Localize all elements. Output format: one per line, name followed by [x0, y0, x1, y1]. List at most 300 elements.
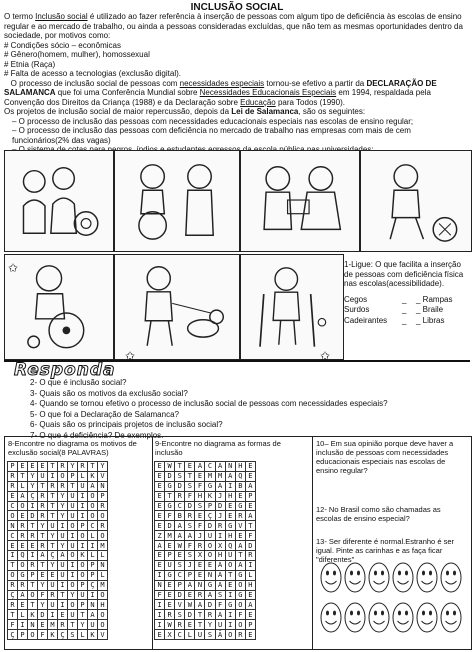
grid-letter[interactable]: D: [185, 610, 195, 620]
grid-letter[interactable]: M: [165, 531, 175, 541]
grid-letter[interactable]: R: [58, 620, 68, 630]
grid-letter[interactable]: F: [8, 620, 18, 630]
grid-letter[interactable]: U: [58, 570, 68, 580]
grid-letter[interactable]: P: [245, 620, 255, 630]
grid-letter[interactable]: Y: [28, 471, 38, 481]
answer-space[interactable]: [316, 479, 467, 501]
grid-letter[interactable]: I: [28, 501, 38, 511]
grid-letter[interactable]: R: [8, 471, 18, 481]
grid-letter[interactable]: A: [215, 610, 225, 620]
grid-letter[interactable]: O: [98, 590, 108, 600]
grid-letter[interactable]: P: [78, 580, 88, 590]
grid-letter[interactable]: E: [175, 551, 185, 561]
grid-letter[interactable]: H: [245, 580, 255, 590]
grid-letter[interactable]: L: [245, 570, 255, 580]
grid-letter[interactable]: Ç: [8, 590, 18, 600]
grid-letter[interactable]: R: [28, 531, 38, 541]
grid-letter[interactable]: S: [175, 471, 185, 481]
grid-letter[interactable]: E: [155, 481, 165, 491]
grid-letter[interactable]: I: [78, 491, 88, 501]
grid-letter[interactable]: A: [175, 531, 185, 541]
grid-letter[interactable]: L: [98, 570, 108, 580]
grid-letter[interactable]: U: [48, 580, 58, 590]
grid-letter[interactable]: U: [78, 481, 88, 491]
smiley-face-icon[interactable]: [440, 602, 462, 633]
grid-letter[interactable]: D: [175, 590, 185, 600]
grid-letter[interactable]: E: [155, 462, 165, 472]
grid-letter[interactable]: R: [205, 610, 215, 620]
grid-letter[interactable]: M: [215, 471, 225, 481]
grid-letter[interactable]: Ç: [48, 551, 58, 561]
grid-letter[interactable]: A: [225, 471, 235, 481]
grid-letter[interactable]: T: [28, 580, 38, 590]
grid-letter[interactable]: R: [38, 491, 48, 501]
smiley-face-icon[interactable]: [368, 562, 390, 593]
grid-letter[interactable]: A: [18, 491, 28, 501]
grid-letter[interactable]: G: [165, 501, 175, 511]
grid-letter[interactable]: R: [185, 511, 195, 521]
grid-letter[interactable]: U: [205, 531, 215, 541]
match-right[interactable]: _ Braile: [416, 305, 444, 314]
grid-letter[interactable]: R: [8, 580, 18, 590]
grid-letter[interactable]: I: [245, 560, 255, 570]
grid-letter[interactable]: I: [18, 620, 28, 630]
grid-letter[interactable]: E: [165, 541, 175, 551]
grid-letter[interactable]: P: [205, 501, 215, 511]
grid-letter[interactable]: E: [205, 560, 215, 570]
grid-letter[interactable]: G: [235, 590, 245, 600]
grid-letter[interactable]: A: [205, 590, 215, 600]
grid-letter[interactable]: I: [48, 610, 58, 620]
grid-letter[interactable]: N: [205, 570, 215, 580]
word-search-grid-9[interactable]: [154, 461, 256, 640]
grid-letter[interactable]: R: [98, 501, 108, 511]
grid-letter[interactable]: J: [185, 560, 195, 570]
grid-letter[interactable]: O: [68, 600, 78, 610]
grid-letter[interactable]: E: [155, 551, 165, 561]
grid-letter[interactable]: P: [165, 551, 175, 561]
grid-letter[interactable]: P: [185, 570, 195, 580]
grid-letter[interactable]: R: [38, 511, 48, 521]
grid-letter[interactable]: F: [215, 600, 225, 610]
grid-letter[interactable]: E: [165, 600, 175, 610]
grid-letter[interactable]: B: [175, 511, 185, 521]
grid-letter[interactable]: K: [88, 630, 98, 640]
grid-letter[interactable]: D: [205, 521, 215, 531]
grid-letter[interactable]: P: [18, 630, 28, 640]
grid-letter[interactable]: S: [175, 610, 185, 620]
grid-letter[interactable]: L: [18, 610, 28, 620]
grid-letter[interactable]: R: [18, 521, 28, 531]
grid-letter[interactable]: E: [38, 620, 48, 630]
smiley-face-icon[interactable]: [368, 602, 390, 633]
grid-letter[interactable]: E: [245, 610, 255, 620]
grid-letter[interactable]: T: [48, 501, 58, 511]
grid-letter[interactable]: U: [68, 501, 78, 511]
grid-letter[interactable]: O: [8, 570, 18, 580]
grid-letter[interactable]: R: [8, 600, 18, 610]
grid-letter[interactable]: B: [235, 481, 245, 491]
grid-letter[interactable]: A: [88, 481, 98, 491]
grid-letter[interactable]: R: [18, 531, 28, 541]
grid-letter[interactable]: N: [195, 580, 205, 590]
grid-letter[interactable]: Ç: [205, 511, 215, 521]
grid-letter[interactable]: I: [78, 541, 88, 551]
grid-letter[interactable]: E: [235, 531, 245, 541]
grid-letter[interactable]: U: [78, 590, 88, 600]
grid-letter[interactable]: K: [28, 610, 38, 620]
grid-letter[interactable]: F: [38, 630, 48, 640]
grid-letter[interactable]: H: [98, 600, 108, 610]
grid-letter[interactable]: T: [28, 521, 38, 531]
grid-letter[interactable]: S: [68, 630, 78, 640]
grid-letter[interactable]: X: [215, 541, 225, 551]
grid-letter[interactable]: Q: [18, 551, 28, 561]
grid-letter[interactable]: L: [18, 481, 28, 491]
grid-letter[interactable]: H: [215, 551, 225, 561]
grid-letter[interactable]: F: [195, 481, 205, 491]
grid-letter[interactable]: L: [185, 630, 195, 640]
grid-letter[interactable]: D: [165, 471, 175, 481]
grid-letter[interactable]: E: [155, 560, 165, 570]
grid-letter[interactable]: D: [28, 511, 38, 521]
grid-letter[interactable]: D: [165, 521, 175, 531]
grid-letter[interactable]: E: [165, 590, 175, 600]
grid-letter[interactable]: Y: [78, 620, 88, 630]
grid-letter[interactable]: T: [38, 531, 48, 541]
grid-letter[interactable]: N: [155, 580, 165, 590]
grid-letter[interactable]: T: [175, 462, 185, 472]
grid-letter[interactable]: W: [165, 462, 175, 472]
grid-letter[interactable]: I: [155, 570, 165, 580]
grid-letter[interactable]: N: [8, 521, 18, 531]
grid-letter[interactable]: O: [88, 511, 98, 521]
grid-letter[interactable]: O: [98, 610, 108, 620]
grid-letter[interactable]: T: [195, 620, 205, 630]
grid-letter[interactable]: C: [175, 570, 185, 580]
grid-letter[interactable]: I: [225, 610, 235, 620]
grid-letter[interactable]: S: [175, 560, 185, 570]
grid-letter[interactable]: O: [225, 630, 235, 640]
grid-letter[interactable]: E: [38, 570, 48, 580]
grid-letter[interactable]: A: [88, 610, 98, 620]
grid-letter[interactable]: A: [235, 560, 245, 570]
grid-letter[interactable]: T: [48, 462, 58, 472]
grid-letter[interactable]: T: [38, 481, 48, 491]
grid-letter[interactable]: A: [195, 600, 205, 610]
grid-letter[interactable]: E: [48, 570, 58, 580]
grid-letter[interactable]: E: [245, 630, 255, 640]
grid-letter[interactable]: E: [235, 491, 245, 501]
grid-letter[interactable]: W: [165, 620, 175, 630]
grid-letter[interactable]: D: [38, 610, 48, 620]
grid-letter[interactable]: I: [155, 610, 165, 620]
smiley-face-icon[interactable]: [392, 602, 414, 633]
grid-letter[interactable]: E: [165, 580, 175, 590]
grid-letter[interactable]: I: [58, 580, 68, 590]
grid-letter[interactable]: P: [88, 560, 98, 570]
grid-letter[interactable]: F: [235, 610, 245, 620]
grid-letter[interactable]: A: [215, 570, 225, 580]
grid-letter[interactable]: O: [225, 560, 235, 570]
grid-letter[interactable]: E: [155, 511, 165, 521]
smiley-face-icon[interactable]: [320, 602, 342, 633]
grid-letter[interactable]: D: [185, 501, 195, 511]
grid-letter[interactable]: I: [58, 521, 68, 531]
grid-letter[interactable]: O: [98, 620, 108, 630]
grid-letter[interactable]: R: [38, 501, 48, 511]
grid-letter[interactable]: H: [195, 491, 205, 501]
grid-letter[interactable]: A: [185, 580, 195, 590]
grid-letter[interactable]: I: [225, 590, 235, 600]
grid-letter[interactable]: Y: [28, 481, 38, 491]
grid-letter[interactable]: F: [38, 590, 48, 600]
grid-letter[interactable]: R: [18, 580, 28, 590]
grid-letter[interactable]: Y: [38, 521, 48, 531]
grid-letter[interactable]: U: [165, 560, 175, 570]
grid-letter[interactable]: R: [8, 481, 18, 491]
smiley-face-icon[interactable]: [320, 562, 342, 593]
grid-letter[interactable]: I: [78, 511, 88, 521]
grid-letter[interactable]: R: [215, 521, 225, 531]
grid-letter[interactable]: A: [215, 462, 225, 472]
grid-letter[interactable]: I: [225, 620, 235, 630]
grid-letter[interactable]: G: [225, 521, 235, 531]
grid-letter[interactable]: E: [18, 600, 28, 610]
grid-letter[interactable]: Y: [68, 590, 78, 600]
grid-letter[interactable]: R: [175, 491, 185, 501]
grid-letter[interactable]: N: [28, 620, 38, 630]
grid-letter[interactable]: M: [98, 580, 108, 590]
grid-letter[interactable]: I: [58, 600, 68, 610]
grid-letter[interactable]: O: [205, 551, 215, 561]
grid-letter[interactable]: Y: [48, 531, 58, 541]
grid-letter[interactable]: O: [98, 531, 108, 541]
grid-letter[interactable]: T: [68, 620, 78, 630]
grid-letter[interactable]: S: [185, 551, 195, 561]
grid-letter[interactable]: C: [175, 501, 185, 511]
grid-letter[interactable]: O: [68, 580, 78, 590]
grid-letter[interactable]: D: [205, 600, 215, 610]
grid-letter[interactable]: C: [205, 462, 215, 472]
grid-letter[interactable]: S: [185, 521, 195, 531]
grid-letter[interactable]: A: [245, 511, 255, 521]
grid-letter[interactable]: G: [165, 570, 175, 580]
grid-letter[interactable]: E: [38, 462, 48, 472]
grid-letter[interactable]: Y: [38, 600, 48, 610]
grid-letter[interactable]: A: [175, 521, 185, 531]
grid-letter[interactable]: F: [185, 491, 195, 501]
grid-letter[interactable]: Y: [98, 462, 108, 472]
grid-letter[interactable]: P: [175, 580, 185, 590]
grid-letter[interactable]: E: [155, 471, 165, 481]
grid-letter[interactable]: O: [28, 630, 38, 640]
grid-letter[interactable]: F: [165, 511, 175, 521]
grid-letter[interactable]: I: [28, 551, 38, 561]
grid-letter[interactable]: I: [88, 590, 98, 600]
grid-letter[interactable]: L: [78, 630, 88, 640]
grid-letter[interactable]: V: [175, 600, 185, 610]
grid-letter[interactable]: E: [58, 610, 68, 620]
grid-letter[interactable]: P: [78, 600, 88, 610]
grid-letter[interactable]: I: [68, 531, 78, 541]
grid-letter[interactable]: O: [78, 570, 88, 580]
grid-letter[interactable]: O: [88, 491, 98, 501]
grid-letter[interactable]: E: [18, 511, 28, 521]
grid-letter[interactable]: E: [155, 491, 165, 501]
grid-letter[interactable]: Y: [68, 462, 78, 472]
grid-letter[interactable]: E: [225, 511, 235, 521]
grid-letter[interactable]: C: [88, 521, 98, 531]
grid-letter[interactable]: R: [195, 590, 205, 600]
grid-letter[interactable]: I: [68, 570, 78, 580]
grid-letter[interactable]: G: [165, 481, 175, 491]
grid-letter[interactable]: T: [18, 471, 28, 481]
grid-letter[interactable]: E: [28, 462, 38, 472]
answer-space[interactable]: [316, 527, 467, 533]
grid-letter[interactable]: R: [58, 462, 68, 472]
grid-letter[interactable]: R: [235, 511, 245, 521]
grid-letter[interactable]: O: [235, 580, 245, 590]
grid-letter[interactable]: A: [235, 541, 245, 551]
grid-letter[interactable]: U: [88, 620, 98, 630]
grid-letter[interactable]: O: [78, 560, 88, 570]
grid-letter[interactable]: E: [195, 560, 205, 570]
grid-letter[interactable]: T: [195, 610, 205, 620]
grid-letter[interactable]: W: [185, 600, 195, 610]
grid-letter[interactable]: F: [245, 531, 255, 541]
grid-letter[interactable]: V: [98, 630, 108, 640]
grid-letter[interactable]: A: [245, 600, 255, 610]
grid-letter[interactable]: T: [48, 511, 58, 521]
smiley-face-icon[interactable]: [416, 602, 438, 633]
smiley-face-icon[interactable]: [416, 562, 438, 593]
grid-letter[interactable]: Y: [58, 541, 68, 551]
grid-letter[interactable]: Y: [48, 560, 58, 570]
grid-letter[interactable]: P: [28, 570, 38, 580]
grid-letter[interactable]: O: [8, 511, 18, 521]
grid-letter[interactable]: Ã: [18, 590, 28, 600]
grid-letter[interactable]: L: [88, 531, 98, 541]
grid-letter[interactable]: I: [155, 600, 165, 610]
grid-letter[interactable]: R: [28, 560, 38, 570]
grid-letter[interactable]: T: [88, 462, 98, 472]
grid-letter[interactable]: E: [18, 541, 28, 551]
grid-letter[interactable]: U: [68, 511, 78, 521]
grid-letter[interactable]: I: [88, 541, 98, 551]
grid-letter[interactable]: R: [175, 620, 185, 630]
grid-letter[interactable]: T: [8, 560, 18, 570]
grid-letter[interactable]: R: [48, 590, 58, 600]
grid-letter[interactable]: T: [28, 600, 38, 610]
grid-letter[interactable]: A: [185, 531, 195, 541]
grid-letter[interactable]: K: [205, 491, 215, 501]
grid-letter[interactable]: E: [245, 501, 255, 511]
grid-letter[interactable]: I: [8, 551, 18, 561]
grid-letter[interactable]: N: [88, 600, 98, 610]
smiley-face-icon[interactable]: [344, 562, 366, 593]
grid-letter[interactable]: E: [245, 471, 255, 481]
grid-letter[interactable]: H: [235, 462, 245, 472]
grid-letter[interactable]: O: [88, 501, 98, 511]
grid-letter[interactable]: D: [175, 481, 185, 491]
grid-letter[interactable]: F: [185, 541, 195, 551]
grid-letter[interactable]: E: [225, 580, 235, 590]
grid-letter[interactable]: K: [88, 471, 98, 481]
grid-letter[interactable]: O: [205, 541, 215, 551]
grid-letter[interactable]: S: [185, 481, 195, 491]
nee-link[interactable]: Necessidades Educacionais Especiais: [199, 88, 337, 97]
grid-letter[interactable]: T: [235, 551, 245, 561]
grid-letter[interactable]: J: [195, 531, 205, 541]
grid-letter[interactable]: T: [225, 570, 235, 580]
grid-letter[interactable]: Y: [38, 580, 48, 590]
inclusao-social-link[interactable]: Inclusão social: [35, 12, 88, 21]
grid-letter[interactable]: R: [235, 630, 245, 640]
grid-letter[interactable]: U: [48, 600, 58, 610]
grid-letter[interactable]: W: [175, 541, 185, 551]
grid-letter[interactable]: U: [58, 560, 68, 570]
grid-letter[interactable]: A: [195, 462, 205, 472]
grid-letter[interactable]: P: [98, 491, 108, 501]
grid-letter[interactable]: D: [245, 541, 255, 551]
grid-letter[interactable]: G: [205, 481, 215, 491]
grid-letter[interactable]: T: [68, 481, 78, 491]
grid-letter[interactable]: T: [38, 560, 48, 570]
grid-letter[interactable]: T: [165, 491, 175, 501]
grid-letter[interactable]: V: [235, 521, 245, 531]
grid-letter[interactable]: R: [165, 610, 175, 620]
grid-letter[interactable]: P: [8, 462, 18, 472]
grid-letter[interactable]: L: [98, 551, 108, 561]
grid-letter[interactable]: O: [78, 531, 88, 541]
grid-letter[interactable]: R: [78, 462, 88, 472]
grid-letter[interactable]: X: [165, 630, 175, 640]
grid-letter[interactable]: N: [98, 481, 108, 491]
grid-letter[interactable]: R: [58, 481, 68, 491]
grid-letter[interactable]: T: [245, 521, 255, 531]
grid-letter[interactable]: O: [235, 620, 245, 630]
grid-letter[interactable]: T: [8, 610, 18, 620]
grid-letter[interactable]: E: [185, 462, 195, 472]
grid-letter[interactable]: C: [8, 501, 18, 511]
grid-letter[interactable]: U: [58, 531, 68, 541]
grid-letter[interactable]: I: [78, 501, 88, 511]
grid-letter[interactable]: O: [235, 600, 245, 610]
grid-letter[interactable]: O: [98, 511, 108, 521]
grid-letter[interactable]: A: [38, 551, 48, 561]
grid-letter[interactable]: Ç: [88, 580, 98, 590]
word-search-grid-8[interactable]: [7, 461, 108, 640]
grid-letter[interactable]: T: [48, 541, 58, 551]
smiley-face-icon[interactable]: [344, 602, 366, 633]
grid-letter[interactable]: E: [8, 541, 18, 551]
grid-letter[interactable]: R: [195, 541, 205, 551]
grid-letter[interactable]: C: [8, 531, 18, 541]
grid-letter[interactable]: I: [155, 620, 165, 630]
grid-letter[interactable]: E: [245, 590, 255, 600]
grid-letter[interactable]: A: [215, 560, 225, 570]
grid-letter[interactable]: J: [215, 511, 225, 521]
grid-letter[interactable]: A: [155, 541, 165, 551]
smiley-face-icon[interactable]: [440, 562, 462, 593]
grid-letter[interactable]: Y: [58, 491, 68, 501]
grid-letter[interactable]: P: [88, 570, 98, 580]
grid-letter[interactable]: Ç: [28, 491, 38, 501]
grid-letter[interactable]: U: [68, 491, 78, 501]
grid-letter[interactable]: F: [155, 590, 165, 600]
grid-letter[interactable]: E: [185, 590, 195, 600]
